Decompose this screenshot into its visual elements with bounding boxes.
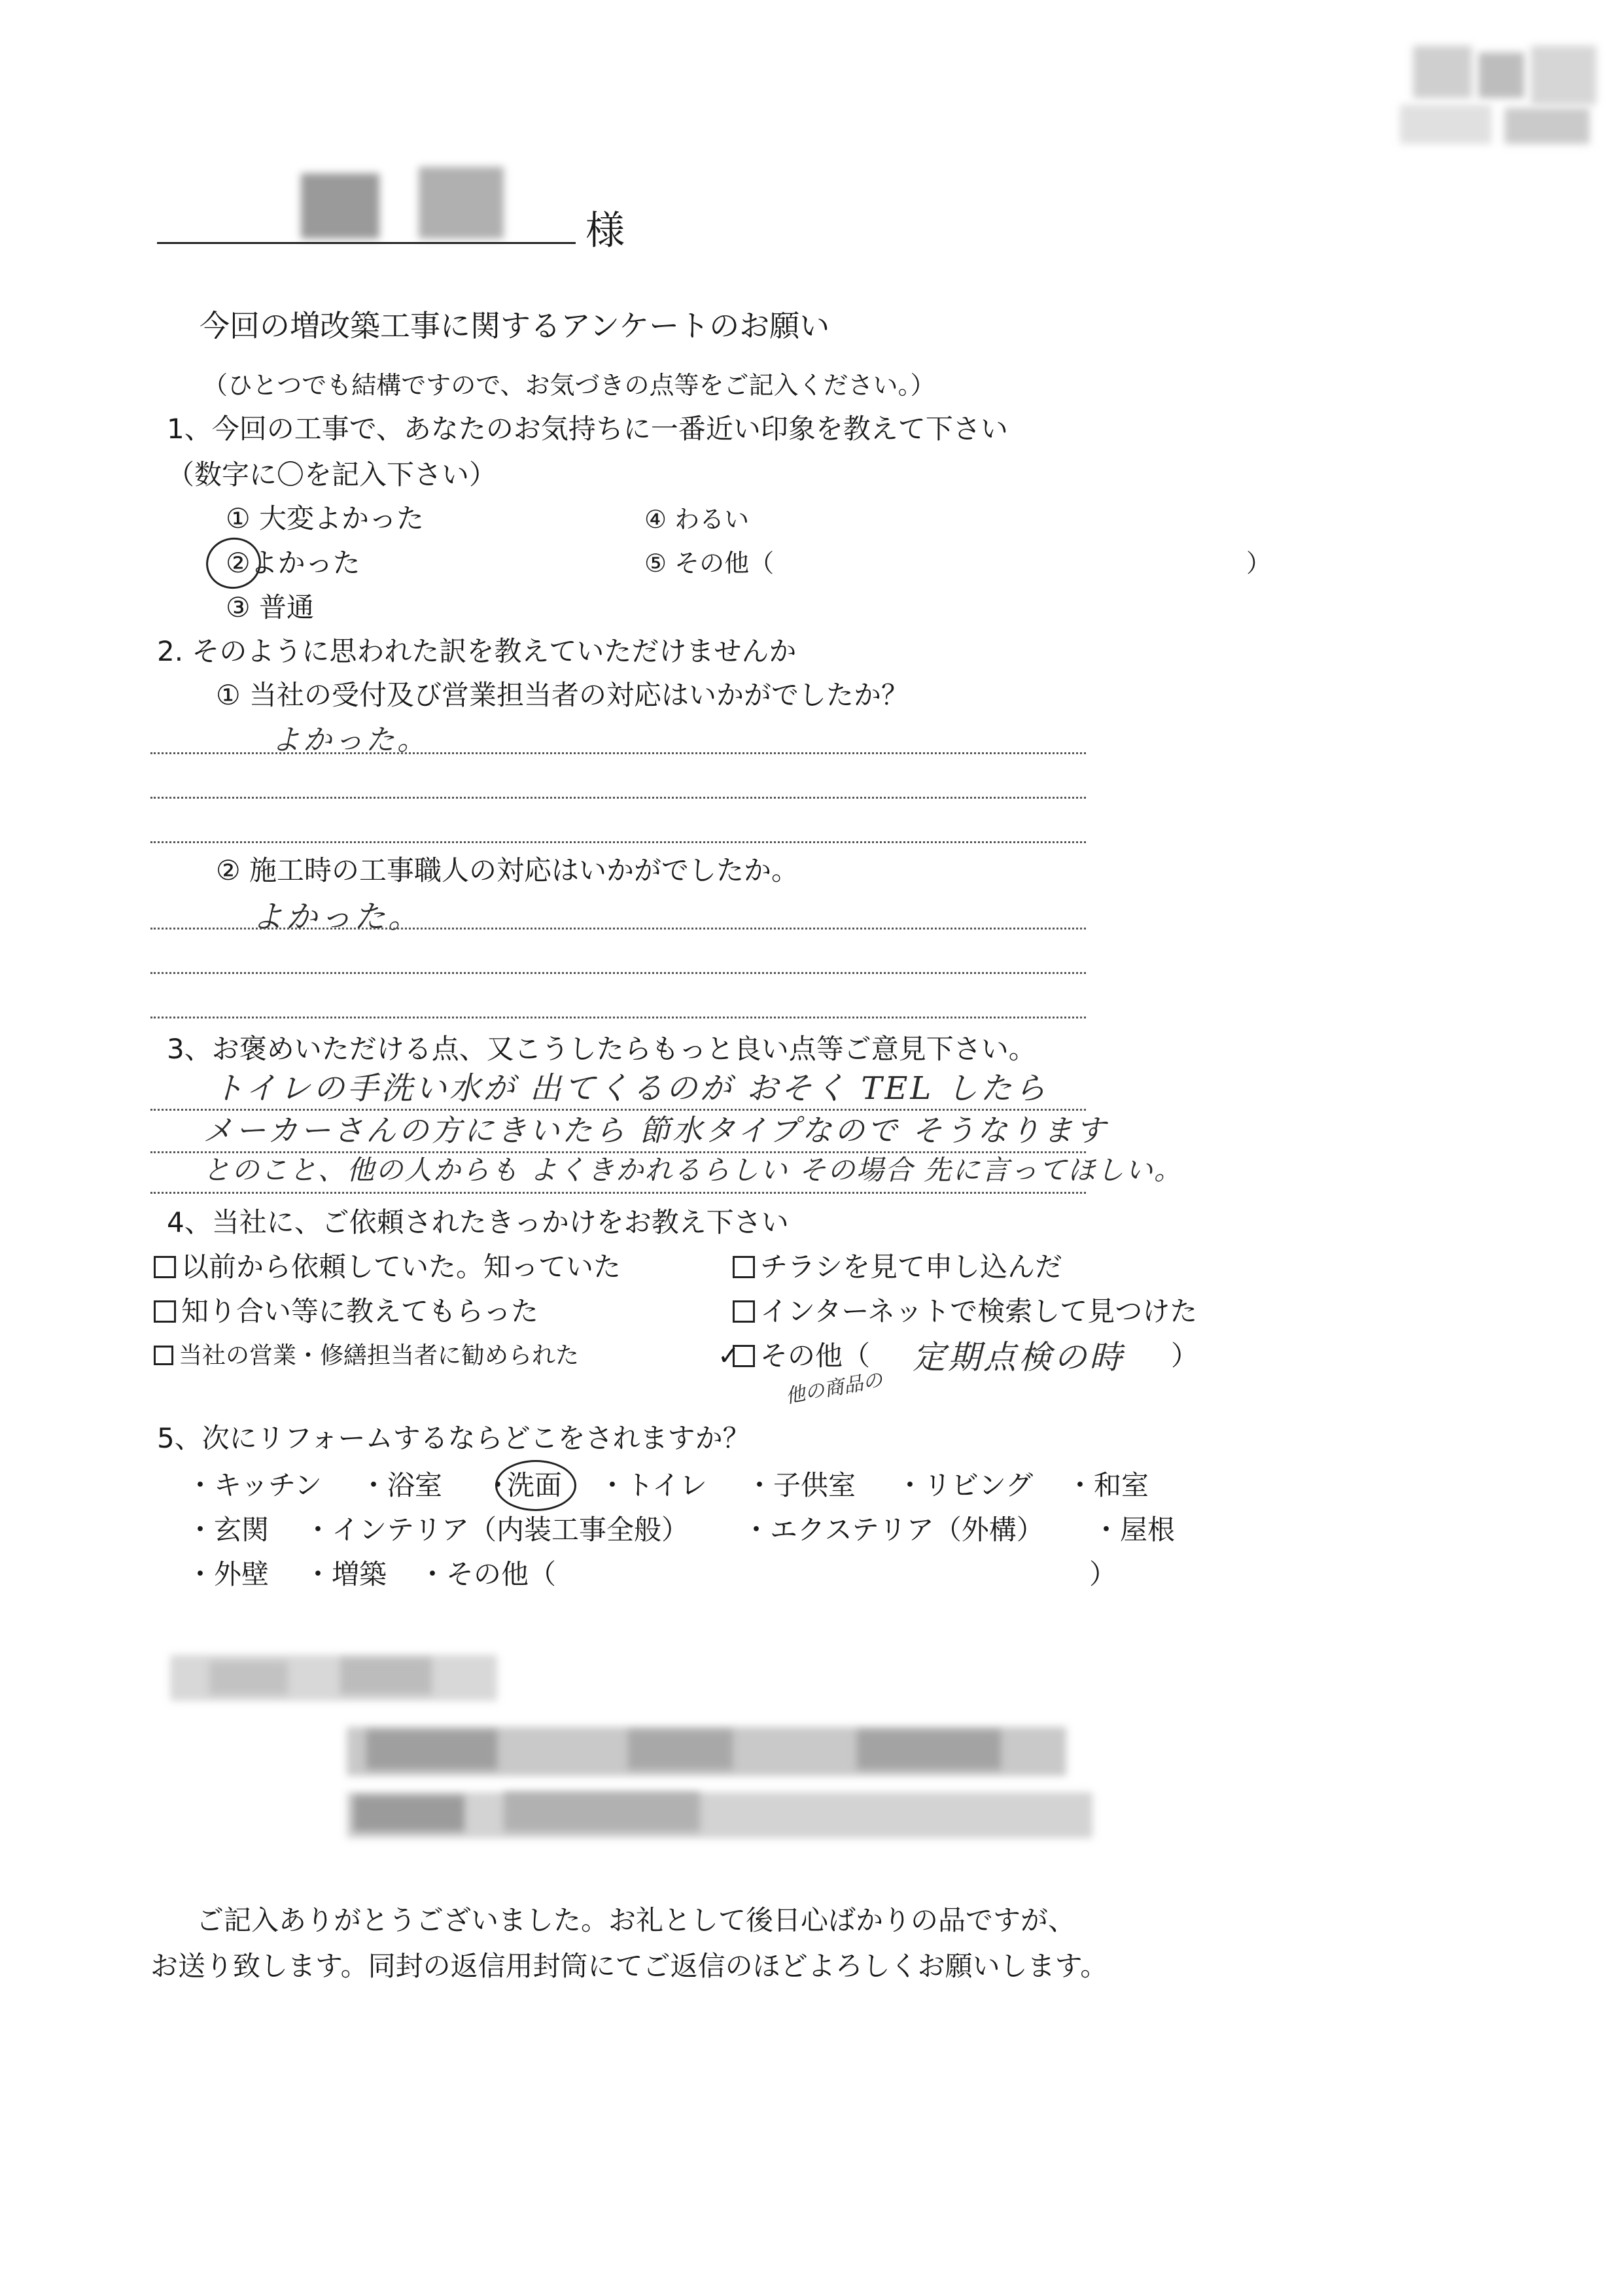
checkbox[interactable] xyxy=(154,1300,176,1323)
q5-washroom[interactable]: 洗面 xyxy=(507,1469,563,1501)
checkbox[interactable] xyxy=(733,1256,755,1278)
q5-living[interactable]: ・リビング xyxy=(896,1469,1034,1501)
checkbox-checked[interactable] xyxy=(718,1341,755,1371)
q5-interior[interactable]: ・インテリア（内装工事全般） xyxy=(304,1514,689,1546)
q2-line-2a xyxy=(150,928,1086,930)
recipient-underline xyxy=(157,242,576,244)
q1-option-5-close: ） xyxy=(1246,549,1272,578)
q2-line-2c xyxy=(150,1017,1086,1018)
q5-other[interactable]: ・その他（ xyxy=(419,1558,557,1590)
q1-instruction: （数字に〇を記入下さい） xyxy=(167,459,497,491)
footer-line-1: ご記入ありがとうございました。お礼として後日心ばかりの品ですが、 xyxy=(196,1904,1076,1936)
q4-other-answer[interactable]: 定期点検の時 xyxy=(913,1338,1125,1376)
q3-answer-line-1[interactable]: トイレの手洗い水が 出てくるのが おそく TEL したら xyxy=(213,1070,1049,1107)
q5-washroom-bullet: ・ xyxy=(484,1469,512,1501)
q2-answer2[interactable]: よかった。 xyxy=(252,899,423,935)
checkbox[interactable] xyxy=(154,1346,173,1365)
q2-sub2: ② 施工時の工事職人の対応はいかがでしたか。 xyxy=(216,854,799,886)
q5-kitchen[interactable]: ・キッチン xyxy=(186,1469,323,1501)
q5-outer-wall[interactable]: ・外壁 xyxy=(186,1558,270,1590)
q4-option-previous[interactable] xyxy=(154,1253,621,1281)
q4-option-acquaintance-label: 知り合い等に教えてもらった xyxy=(181,1295,539,1327)
q2-line-2b xyxy=(150,972,1086,974)
q4-option-internet[interactable] xyxy=(733,1295,1198,1327)
q2-line-1a xyxy=(150,752,1086,754)
q2-sub1: ① 当社の受付及び営業担当者の対応はいかがでしたか？ xyxy=(216,679,909,711)
q3-line-2 xyxy=(150,1151,1086,1153)
survey-title: 今回の増改築工事に関するアンケートのお願い xyxy=(200,308,830,343)
check-mark-icon: ✓ xyxy=(718,1341,740,1371)
q4-question: 4、当社に、ご依頼されたきっかけをお教え下さい xyxy=(167,1206,789,1238)
q5-japanese-room[interactable]: ・和室 xyxy=(1066,1469,1149,1501)
q4-option-flyer[interactable] xyxy=(733,1253,1062,1281)
q3-answer-line-2[interactable]: メーカーさんの方にきいたら 節水タイプなので そうなります xyxy=(203,1113,1109,1148)
q4-option-flyer-label: チラシを見て申し込んだ xyxy=(760,1251,1063,1283)
q4-option-other[interactable] xyxy=(718,1340,871,1372)
q5-kids-room[interactable]: ・子供室 xyxy=(746,1469,856,1501)
q1-option-3[interactable]: ③ 普通 xyxy=(226,591,315,623)
q1-option-4[interactable]: ④ わるい xyxy=(644,505,750,534)
checkbox[interactable] xyxy=(154,1256,176,1278)
checkbox[interactable] xyxy=(733,1300,755,1323)
q2-line-1b xyxy=(150,797,1086,799)
recipient-suffix: 様 xyxy=(585,208,625,254)
footer-line-2: お送り致します。同封の返信用封筒にてご返信のほどよろしくお願いします。 xyxy=(150,1950,1108,1982)
q5-exterior[interactable]: ・エクステリア（外構） xyxy=(742,1514,1044,1546)
q4-option-internet-label: インターネットで検索して見つけた xyxy=(760,1295,1198,1327)
q4-option-previous-label: 以前から依頼していた。知っていた xyxy=(181,1251,621,1283)
q1-option-5[interactable]: ⑤ その他（ xyxy=(644,549,775,578)
q1-option-1[interactable]: ① 大変よかった xyxy=(226,502,425,534)
q5-extension[interactable]: ・増築 xyxy=(304,1558,387,1590)
redacted-company-info xyxy=(170,1655,1099,1851)
q4-other-note: 他の商品の xyxy=(784,1368,884,1408)
q5-bathroom[interactable]: ・浴室 xyxy=(360,1469,443,1501)
q2-line-1c xyxy=(150,841,1086,843)
q5-entrance[interactable]: ・玄関 xyxy=(186,1514,270,1546)
q3-line-3 xyxy=(150,1192,1086,1194)
redacted-corner xyxy=(1400,46,1603,150)
q1-question: 1、今回の工事で、あなたのお気持ちに一番近い印象を教えて下さい xyxy=(167,413,1008,445)
survey-subtitle: （ひとつでも結構ですので、お気づきの点等をご記入ください。） xyxy=(203,371,935,400)
q4-other-close: ） xyxy=(1171,1340,1199,1372)
q4-option-other-label: その他（ xyxy=(760,1340,871,1372)
q3-answer-line-3[interactable]: とのこと、他の人からも よくきかれるらしい その場合 先に言ってほしい。 xyxy=(203,1154,1183,1186)
q1-option-2[interactable]: ②よかった xyxy=(226,547,360,579)
q4-option-sales-label: 当社の営業・修繕担当者に勧められた xyxy=(179,1342,580,1369)
q5-question: 5、次にリフォームするならどこをされますか？ xyxy=(157,1422,750,1454)
q5-other-close: ） xyxy=(1089,1558,1117,1590)
q3-line-1 xyxy=(150,1109,1086,1111)
q3-question: 3、お褒めいただける点、又こうしたらもっと良い点等ご意見下さい。 xyxy=(167,1033,1036,1065)
q4-option-acquaintance[interactable] xyxy=(154,1295,539,1327)
q2-answer1[interactable]: よかった。 xyxy=(271,723,428,757)
q5-washroom-mark xyxy=(495,1460,576,1511)
q5-roof[interactable]: ・屋根 xyxy=(1092,1514,1176,1546)
q1-option-2-mark xyxy=(202,533,265,593)
q4-option-sales[interactable] xyxy=(154,1344,579,1368)
q5-toilet[interactable]: ・トイレ xyxy=(599,1469,707,1501)
q2-question: 2. そのように思われた訳を教えていただけませんか xyxy=(157,635,797,667)
recipient-name-redacted xyxy=(294,167,543,245)
